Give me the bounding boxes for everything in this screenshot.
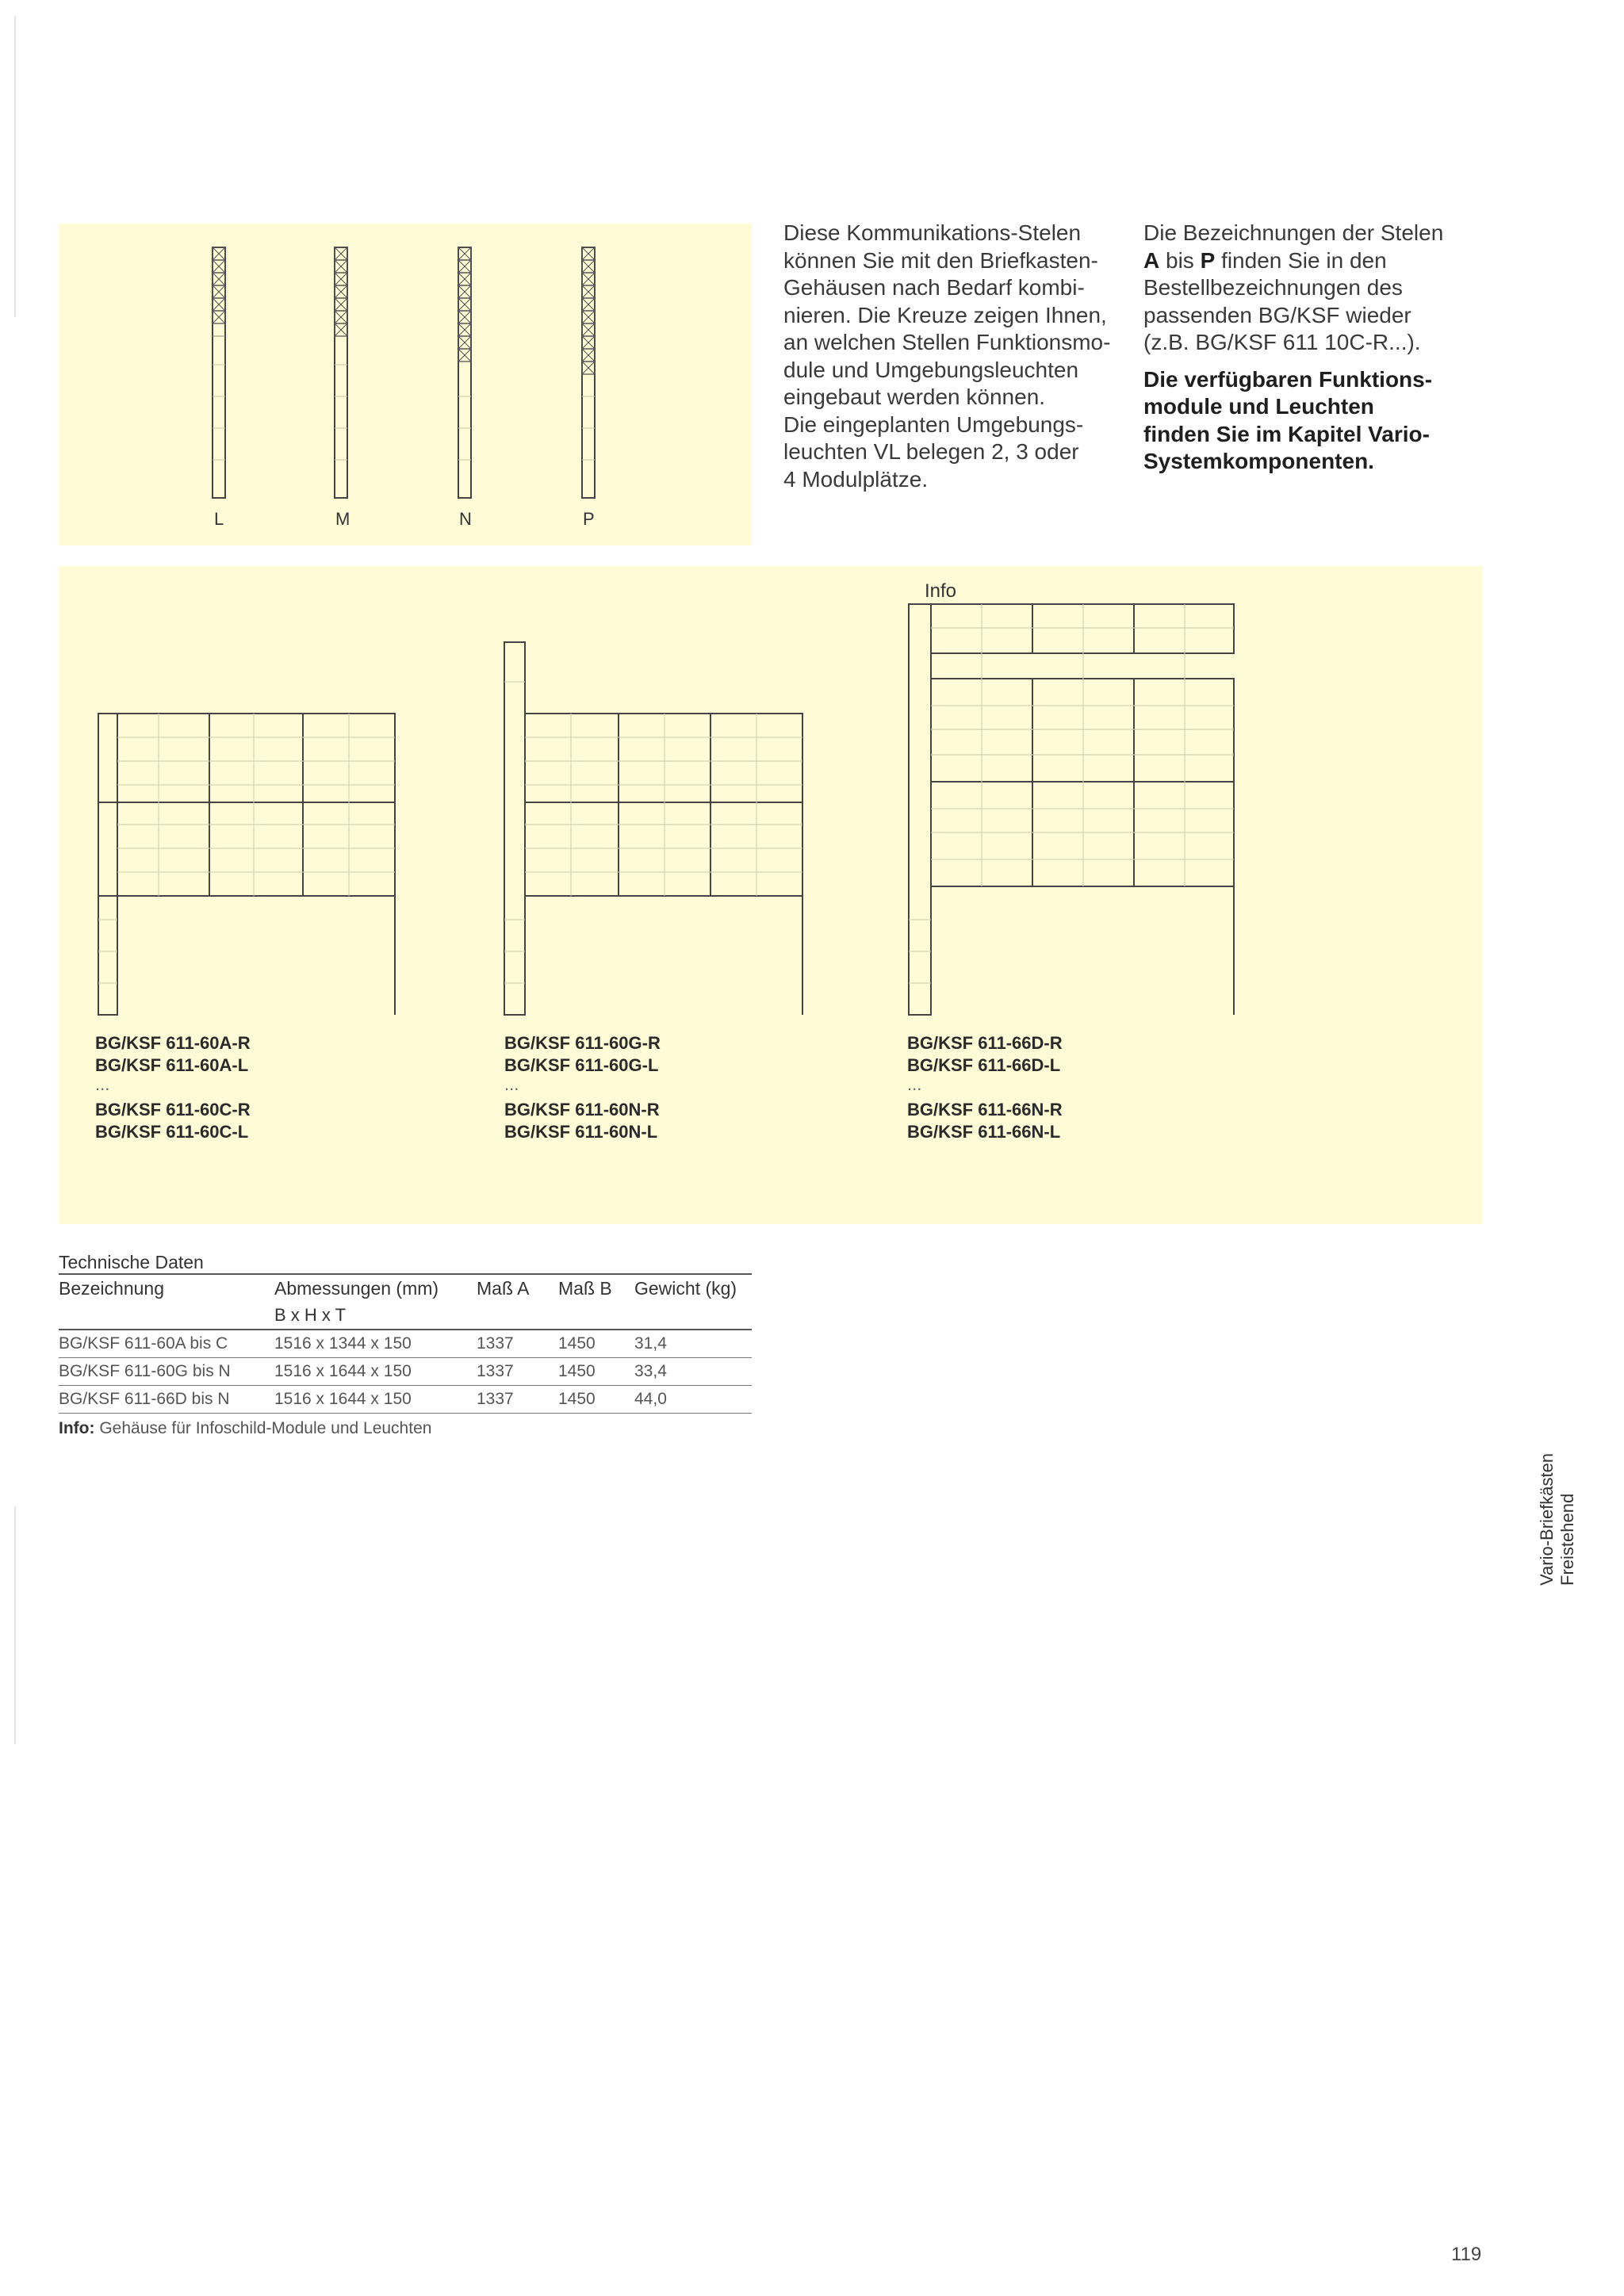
table-row: [59, 1330, 752, 1358]
housing-60g: [504, 642, 802, 1015]
table-cell: BG/KSF 611-66D bis N: [59, 1390, 230, 1408]
housing-60a: [98, 714, 395, 1015]
housing-drawings: [0, 0, 1624, 1047]
description-line: passenden BG/KSF wieder: [1143, 302, 1411, 327]
table-cell: 1516 x 1644 x 150: [274, 1390, 412, 1408]
table-cell: BG/KSF 611-60G bis N: [59, 1362, 231, 1380]
text-fragment: bis: [1159, 247, 1201, 273]
model-code: BG/KSF 611-60A-R: [95, 1033, 251, 1053]
side-tab-line: Vario-Briefkästen: [1537, 1452, 1557, 1586]
model-code: BG/KSF 611-60A-L: [95, 1055, 249, 1075]
column-header: Gewicht (kg): [634, 1278, 737, 1299]
description-line: leuchten VL belegen 2, 3 oder: [783, 439, 1079, 464]
stele-label: M: [335, 509, 350, 529]
model-list: [907, 1032, 1063, 1143]
stele-label: N: [459, 509, 472, 529]
housing-66d: [909, 604, 1234, 1015]
side-tab: [1537, 1427, 1600, 1594]
model-list: [95, 1032, 251, 1143]
table-cell: 1337: [477, 1334, 514, 1353]
model-code: BG/KSF 611-60G-L: [504, 1055, 659, 1075]
model-list: [504, 1032, 661, 1143]
table-title: Technische Daten: [59, 1246, 752, 1275]
model-code: BG/KSF 611-66D-R: [907, 1033, 1063, 1053]
table-header-row: [59, 1275, 752, 1302]
table-cell: 1516 x 1644 x 150: [274, 1362, 412, 1380]
info-label: Info: [925, 580, 957, 602]
table-cell: 1450: [558, 1390, 596, 1408]
tech-data-table: [59, 1246, 752, 1441]
note-text: Gehäuse für Infoschild-Module und Leuchten: [94, 1419, 432, 1437]
dimension-format: B x H x T: [274, 1305, 347, 1325]
table-cell: 1337: [477, 1390, 514, 1408]
stele-label: L: [214, 509, 224, 529]
column-header: Abmessungen (mm): [274, 1278, 439, 1299]
table-cell: 31,4: [634, 1334, 667, 1353]
description-line: Diese Kommunikations-Stelen: [783, 220, 1082, 245]
table-note: [59, 1414, 752, 1441]
column-header: Bezeichnung: [59, 1278, 164, 1299]
model-code: BG/KSF 611-60N-L: [504, 1122, 658, 1142]
text-fragment: finden Sie in den: [1215, 247, 1387, 273]
note-line: finden Sie im Kapitel Vario-: [1143, 421, 1430, 446]
description-line: an welchen Stellen Funktionsmo-: [783, 330, 1111, 354]
description-line: dule und Umgebungsleuchten: [783, 357, 1079, 382]
table-row: [59, 1358, 752, 1386]
table-cell: 33,4: [634, 1362, 667, 1380]
page-margin-line: [14, 1506, 16, 1744]
note-line: Die verfügbaren Funktions-: [1143, 366, 1433, 392]
stele-label: P: [583, 509, 595, 529]
model-ellipsis: ...: [907, 1074, 922, 1094]
note-line: module und Leuchten: [1143, 394, 1374, 419]
bold-letter-a: A: [1143, 247, 1160, 273]
model-code: BG/KSF 611-60G-R: [504, 1033, 661, 1053]
table-cell: 44,0: [634, 1390, 667, 1408]
model-ellipsis: ...: [504, 1074, 519, 1094]
model-code: BG/KSF 611-66N-L: [907, 1122, 1061, 1142]
column-header: Maß B: [558, 1278, 612, 1299]
note-line: Systemkomponenten.: [1143, 449, 1374, 473]
note-label: Info:: [59, 1419, 95, 1437]
model-code: BG/KSF 611-60C-R: [95, 1100, 251, 1119]
table-cell: BG/KSF 611-60A bis C: [59, 1334, 228, 1353]
description-line: eingebaut werden können.: [783, 385, 1046, 409]
table-cell: 1450: [558, 1334, 596, 1353]
description-line: Die Bezeichnungen der Stelen: [1143, 220, 1444, 245]
model-ellipsis: ...: [95, 1074, 110, 1094]
description-line: (z.B. BG/KSF 611 10C-R...).: [1143, 330, 1421, 354]
description-line: Die eingeplanten Umgebungs-: [783, 411, 1084, 437]
table-subheader-row: [59, 1302, 752, 1330]
column-header: Maß A: [477, 1278, 530, 1299]
table-cell: 1516 x 1344 x 150: [274, 1334, 412, 1353]
page-number: 119: [1451, 2244, 1482, 2265]
description-line: können Sie mit den Briefkasten-: [783, 247, 1098, 273]
model-code: BG/KSF 611-66N-R: [907, 1100, 1063, 1119]
table-cell: 1337: [477, 1362, 514, 1380]
table-row: [59, 1386, 752, 1414]
bold-letter-p: P: [1200, 247, 1216, 273]
description-line: 4 Modulplätze.: [783, 466, 929, 492]
description-line: nieren. Die Kreuze zeigen Ihnen,: [783, 302, 1107, 327]
description-line: Bestellbezeichnungen des: [1143, 275, 1403, 300]
model-code: BG/KSF 611-60N-R: [504, 1100, 660, 1119]
table-cell: 1450: [558, 1362, 596, 1380]
model-code: BG/KSF 611-66D-L: [907, 1055, 1061, 1075]
model-code: BG/KSF 611-60C-L: [95, 1122, 249, 1142]
side-tab-line: Freistehend: [1557, 1493, 1577, 1586]
description-line: Gehäusen nach Bedarf kombi-: [783, 275, 1085, 300]
